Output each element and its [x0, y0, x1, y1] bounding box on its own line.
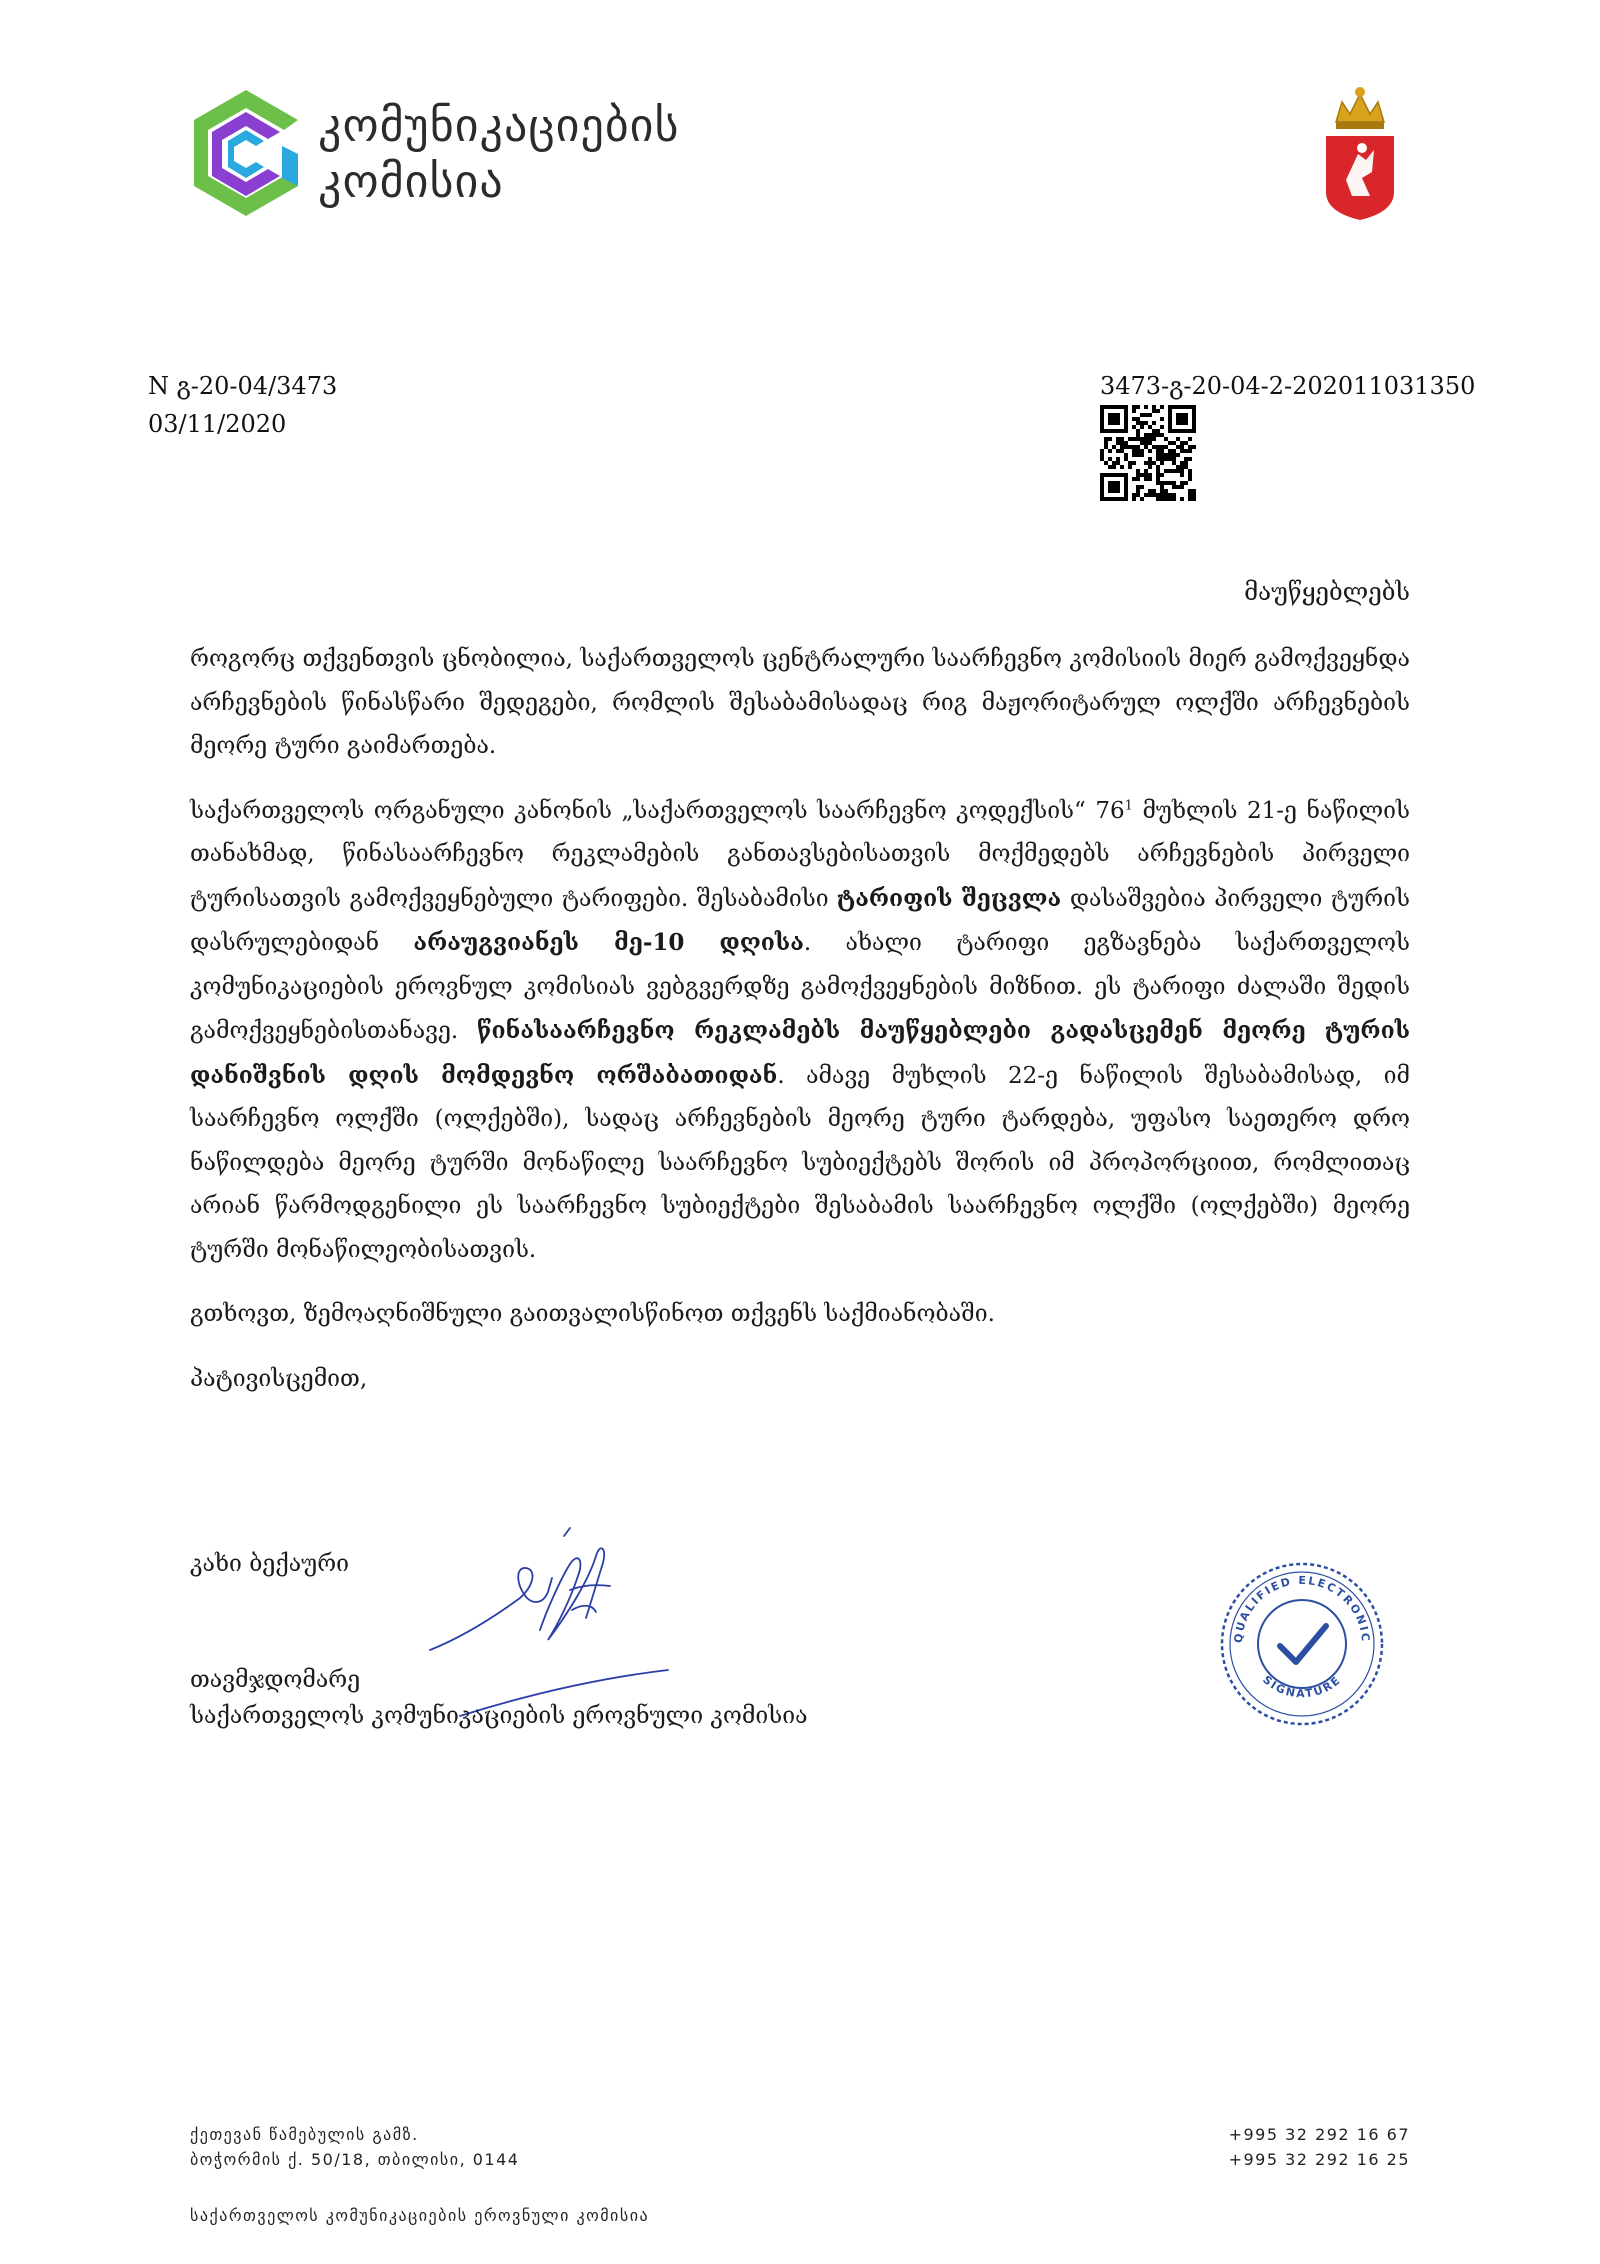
paragraph-1: როგორც თქვენთვის ცნობილია, საქართველოს ცენტრალური საარჩევნო კომისიის მიერ გამოქვეყნდა არჩევნების წინასწარი შედეგები, რომლის შესაბამისადაც რიგ მაჟორიტარულ ოლქში არჩევნების მეორე ტური გაიმართება. — [190, 646, 1410, 759]
checkmark-icon — [1280, 1626, 1326, 1662]
svg-text:QUALIFIED ELECTRONIC — [1232, 1574, 1372, 1644]
seal-top-text: QUALIFIED ELECTRONIC — [1231, 1573, 1373, 1644]
svg-text:SIGNATURE — [1260, 1673, 1344, 1700]
paragraph-3: გთხოვთ, ზემოაღნიშნული გაითვალისწინოთ თქვენს საქმიანობაში. — [190, 1301, 995, 1327]
signer-name: კახი ბექაური — [190, 1551, 350, 1577]
org-name-line-1: კომუნიკაციების — [318, 98, 680, 152]
document-code: 3473-გ-20-04-2-202011031350 — [1100, 372, 1476, 400]
paragraph-2 — [190, 790, 1410, 1273]
qr-code — [1100, 405, 1196, 501]
seal-bottom-text: SIGNATURE — [1260, 1673, 1344, 1701]
electronic-seal — [1218, 1560, 1386, 1728]
footer-phone-2: +995 32 292 16 25 — [1228, 2150, 1410, 2169]
commission-logo — [190, 86, 302, 220]
footer-address-line-2: ბოჭორმის ქ. 50/18, თბილისი, 0144 — [190, 2150, 520, 2169]
article-superscript: 1 — [1124, 797, 1133, 813]
letter-body — [190, 638, 1410, 1422]
p2-bold-deadline: არაუგვიანეს მე-10 დღისა — [413, 929, 804, 956]
p2-text-c: დასაშვებია პირველი ტურის დასრულებიდან — [190, 885, 1410, 956]
signer-title: თავმჯდომარე — [190, 1667, 361, 1693]
signer-organization: საქართველოს კომუნიკაციების ეროვნული კომისია — [190, 1703, 808, 1729]
reference-date: 03/11/2020 — [148, 410, 287, 438]
p2-bold-broadcast: წინასაარჩევნო რეკლამებს მაუწყებლები გადასცემენ მეორე ტურის დანიშვნის დღის მომდევნო ორშაბათიდან — [190, 1017, 1411, 1089]
p2-bold-tariff-change: ტარიფის შეცვლა — [837, 884, 1062, 912]
signature — [420, 1520, 690, 1720]
p2-text-a: საქართველოს ორგანული კანონის „საქართველოს საარჩევნო კოდექსის“ 76 — [190, 797, 1125, 824]
p2-text-d: . ახალი ტარიფი ეგზავნება საქართველოს კომუნიკაციების ეროვნულ კომისიას ვებგვერდზე გამოქვეყნების მიზნით. ეს ტარიფი ძალაში შედის გამოქვეყნებისთანავე. — [190, 930, 1410, 1044]
p2-text-b: მუხლის 21-ე ნაწილის თანახმად, წინასაარჩევნო რეკლამების განთავსებისათვის მოქმედებს არჩევნების პირველი ტურისათვის გამოქვეყნებული ტარიფები. შესაბამისი — [190, 797, 1410, 912]
addressee: მაუწყებლებს — [1244, 578, 1410, 606]
footer-address-line-1: ქეთევან წამებულის გამზ. — [190, 2125, 419, 2144]
closing: პატივისცემით, — [190, 1365, 368, 1392]
coat-of-arms — [1322, 80, 1398, 222]
reference-number: N გ-20-04/3473 — [148, 372, 338, 400]
p2-text-e: . ამავე მუხლის 22-ე ნაწილის შესაბამისად, იმ საარჩევნო ოლქში (ოლქებში), სადაც არჩევნების მეორე ტური ტარდება, უფასო საეთერო დრო ნაწილდება მეორე ტურში მონაწილე საარჩევნო სუბიექტებს შორის იმ პროპორციით, რომლითაც არიან წარმოდგენილი ეს საარჩევნო სუბიექტები შესაბამის საარჩევნო ოლქში (ოლქებში) მეორე ტურში მონაწილეობისათვის. — [190, 1062, 1410, 1263]
footer-organization: საქართველოს კომუნიკაციების ეროვნული კომისია — [190, 2206, 650, 2225]
footer-phone-1: +995 32 292 16 67 — [1228, 2125, 1410, 2144]
org-name-line-2: კომისია — [318, 154, 504, 208]
